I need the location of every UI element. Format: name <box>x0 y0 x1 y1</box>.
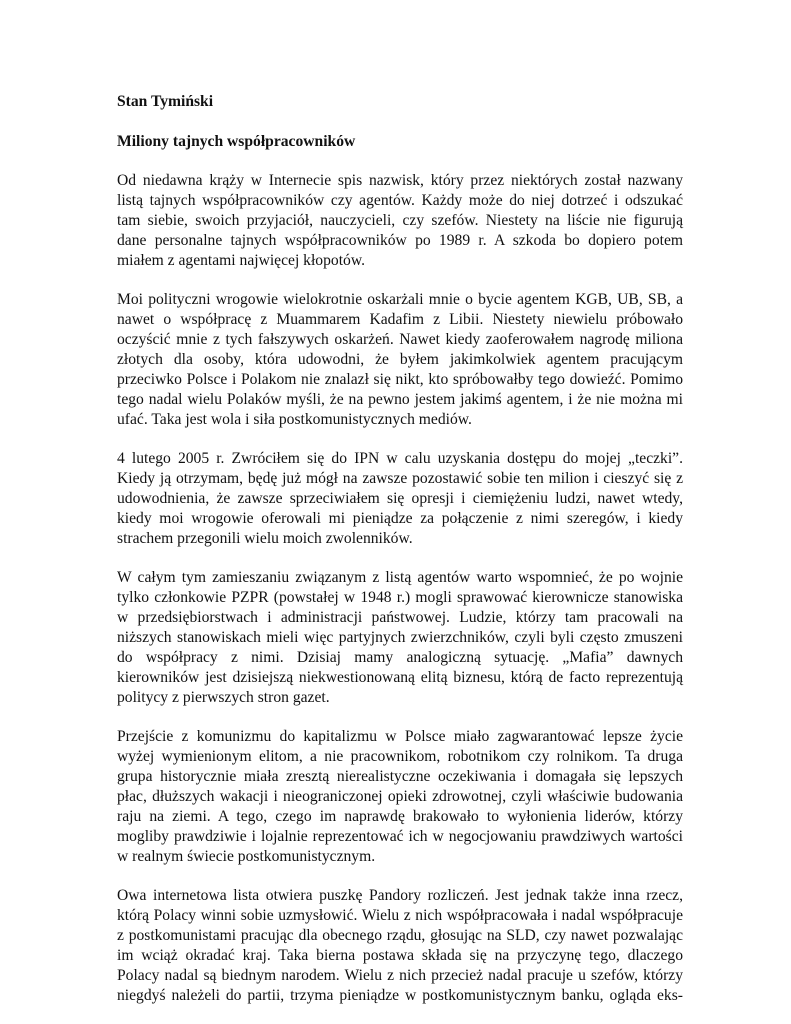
text-line: złotych dla osoby, która udowodni, że byłem jakimkolwiek agentem pracującym <box>117 351 683 368</box>
text-line: listą tajnych współpracowników czy agentów. Każdy może do niej dotrzeć i odszukać <box>117 192 683 209</box>
text-line: ufać. Taka jest wola i siła postkomunistycznych mediów. <box>117 411 472 428</box>
text-line: tylko członkowie PZPR (powstałej w 1948 r.) mogli sprawować kierownicze stanowiska <box>117 589 683 606</box>
text-line: udowodnienia, że zawsze sprzeciwiałem się opresji i ciemiężeniu ludzi, nawet wtedy, <box>117 490 683 507</box>
text-line: płac, dłuższych wakacji i nieograniczonej opieki zdrowotnej, czyli właściwie budowania <box>117 788 683 805</box>
text-line: tam siebie, swoich przyjaciół, nauczycieli, czy szefów. Niestety na liście nie figurują <box>117 212 683 229</box>
text-line: Owa internetowa lista otwiera puszkę Pandory rozliczeń. Jest jednak także inna rzecz, <box>117 887 683 904</box>
text-line: w przedsiębiorstwach i administracji państwowej. Ludzie, którzy tam pracowali na <box>117 609 683 626</box>
text-line: dane personalne tajnych współpracowników po 1989 r. A szkoda bo dopiero potem <box>117 232 683 249</box>
paragraph-6 <box>117 886 683 1006</box>
text-line: 4 lutego 2005 r. Zwróciłem się do IPN w calu uzyskania dostępu do mojej „teczki”. <box>117 450 683 467</box>
text-line: w realnym świecie postkomunistycznym. <box>117 848 376 865</box>
text-line: niższych stanowiskach mieli więc partyjnych zwierzchników, czyli byli często zmuszeni <box>117 629 683 646</box>
text-line: Przejście z komunizmu do kapitalizmu w Polsce miało zagwarantować lepsze życie <box>117 728 683 745</box>
text-line: miałem z agentami najwięcej kłopotów. <box>117 252 365 269</box>
text-line: im wciąż okradać kraj. Taka bierna postawa składa się na przyczynę tego, dlaczego <box>117 947 683 964</box>
text-line: którą Polacy winni sobie uzmysłowić. Wielu z nich współpracowała i nadal współpracuje <box>117 907 683 924</box>
text-line: do współpracy z nimi. Dzisiaj mamy analogiczną sytuację. „Mafia” dawnych <box>117 649 683 666</box>
text-line: z postkomunistami pracując dla obecnego rządu, głosując na SLD, czy nawet pozwalając <box>117 927 683 944</box>
text-line: niegdyś należeli do partii, trzyma pieniądze w postkomunistycznym banku, ogląda eks- <box>117 987 683 1004</box>
text-line: Polacy nadal są biednym narodem. Wielu z nich przecież nadal pracuje u szefów, którzy <box>117 967 683 984</box>
document-page <box>117 92 683 1006</box>
text-line: politycy z pierwszych stron gazet. <box>117 689 330 706</box>
paragraph-3 <box>117 449 683 549</box>
text-line: Od niedawna krąży w Internecie spis nazwisk, który przez niektórych został nazwany <box>117 172 683 189</box>
text-line: strachem przegonili wielu moich zwolenników. <box>117 530 413 547</box>
paragraph-1 <box>117 171 683 271</box>
paragraph-4 <box>117 568 683 708</box>
paragraph-5 <box>117 727 683 867</box>
text-line: Moi polityczni wrogowie wielokrotnie oskarżali mnie o bycie agentem KGB, UB, SB, a <box>117 291 683 308</box>
text-line: tego nadal wielu Polaków myśli, że na pewno jestem jakimś agentem, i że nie można mi <box>117 391 683 408</box>
text-line: mogliby prawdziwie i lojalnie reprezentować ich w negocjowaniu prawdziwych wartości <box>117 828 683 845</box>
article-title: Miliony tajnych współpracowników <box>117 133 356 150</box>
paragraph-2 <box>117 290 683 430</box>
text-line: przeciwko Polsce i Polakom nie znalazł się nikt, kto spróbowałby tego dowieźć. Pomimo <box>117 371 683 388</box>
text-line: grupa historycznie miała zresztą nierealistyczne oczekiwania i domagała się lepszych <box>117 768 683 785</box>
text-line: oczyścić mnie z tych fałszywych oskarżeń. Nawet kiedy zaoferowałem nagrodę miliona <box>117 331 683 348</box>
text-line: wyżej wymienionym elitom, a nie pracownikom, robotnikom czy rolnikom. Ta druga <box>117 748 683 765</box>
text-line: W całym tym zamieszaniu związanym z listą agentów warto wspomnieć, że po wojnie <box>117 569 683 586</box>
text-line: nawet o współpracę z Muammarem Kadafim z Libii. Niestety niewielu próbowało <box>117 311 683 328</box>
text-line: raju na ziemi. A tego, czego im naprawdę brakowało to wyłonienia liderów, którzy <box>117 808 683 825</box>
text-line: kierowników jest dzisiejszą niekwestionowaną elitą biznesu, którą de facto reprezentują <box>117 669 683 686</box>
text-line: kiedy moi wrogowie oferowali mi pieniądze za połączenie z nimi szeregów, i kiedy <box>117 510 683 527</box>
author-name: Stan Tymiński <box>117 93 214 110</box>
text-line: Kiedy ją otrzymam, będę już mógł na zawsze pozostawić sobie ten milion i cieszyć się z <box>117 470 683 487</box>
